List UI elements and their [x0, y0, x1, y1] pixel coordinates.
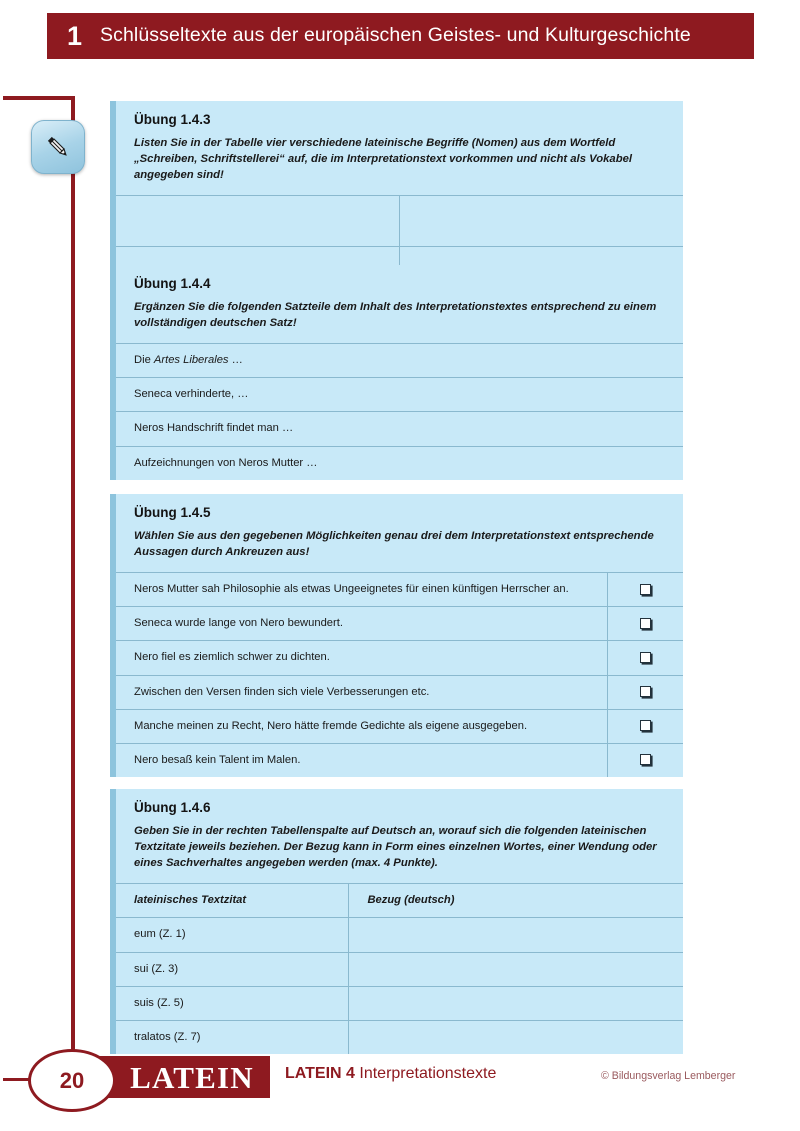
margin-rail-top: [3, 96, 75, 100]
table-row: [116, 378, 683, 412]
footer-series-light: Interpretationstexte: [354, 1065, 497, 1082]
table-row: [116, 918, 683, 952]
statement-cell: Seneca wurde lange von Nero bewundert.: [116, 607, 608, 641]
exercise-block-4: [110, 789, 683, 1054]
exercise-instruction: Wählen Sie aus den gegebenen Möglichkeiten genau drei dem Interpretationstext entsprechende Aussagen durch Ankreuzen aus!: [134, 530, 654, 559]
footer-copyright: © Bildungsverlag Lemberger: [601, 1070, 736, 1082]
exercise-block-3: [110, 494, 683, 777]
exercise-title: Übung 1.4.3: [134, 112, 211, 127]
sentence-italic: Artes Liberales: [153, 354, 229, 367]
table-header-row: [116, 884, 683, 918]
quote-cell: tralatos (Z. 7): [116, 1020, 349, 1054]
table-row: [116, 344, 683, 378]
checkbox-icon[interactable]: [640, 584, 651, 595]
chapter-number: 1: [67, 20, 83, 51]
table-row: [116, 709, 683, 743]
checkbox-icon[interactable]: [640, 686, 651, 697]
table-row: [116, 675, 683, 709]
chapter-header: [47, 13, 754, 59]
table-row: [116, 986, 683, 1020]
exercise-title: Übung 1.4.5: [134, 505, 211, 520]
sentence-starter-cell[interactable]: [116, 344, 683, 378]
checkbox-icon[interactable]: [640, 720, 651, 731]
table-row: [116, 1020, 683, 1054]
table-row: [116, 743, 683, 777]
statement-cell: Nero fiel es ziemlich schwer zu dichten.: [116, 641, 608, 675]
chapter-title: Schlüsseltexte aus der europäischen Geistes- und Kulturgeschichte: [100, 24, 691, 47]
checkbox-cell[interactable]: [608, 607, 683, 641]
column-header-quote: lateinisches Textzitat: [116, 884, 349, 918]
table-row: [116, 412, 683, 446]
answer-cell[interactable]: [116, 196, 400, 247]
statement-cell: Neros Mutter sah Philosophie als etwas Ungeeignetes für einen künftigen Herrscher an.: [116, 573, 608, 607]
statement-cell: Manche meinen zu Recht, Nero hätte fremde Gedichte als eigene ausgegeben.: [116, 709, 608, 743]
exercise-title: Übung 1.4.4: [134, 276, 211, 291]
latein-logo: LATEIN: [130, 1059, 254, 1095]
exercise-header: [116, 494, 683, 572]
answer-cell[interactable]: [349, 952, 683, 986]
checkbox-icon[interactable]: [640, 754, 651, 765]
page-number-badge: [28, 1049, 116, 1112]
answer-cell[interactable]: [349, 986, 683, 1020]
footer-series-strong: LATEIN 4: [285, 1065, 355, 1082]
footer-series-label: [285, 1066, 496, 1082]
answer-cell[interactable]: [349, 918, 683, 952]
checkbox-icon[interactable]: [640, 618, 651, 629]
exercise-title: Übung 1.4.6: [134, 800, 211, 815]
statement-cell: Nero besaß kein Talent im Malen.: [116, 743, 608, 777]
table-row: [116, 573, 683, 607]
quote-cell: eum (Z. 1): [116, 918, 349, 952]
checkbox-cell[interactable]: [608, 641, 683, 675]
sentence-prefix: Die: [134, 354, 154, 367]
margin-rail-vertical: [71, 96, 75, 1072]
table-row: [116, 446, 683, 480]
table-row: [116, 641, 683, 675]
exercise-instruction: Geben Sie in der rechten Tabellenspalte auf Deutsch an, worauf sich die folgenden lateinischen Textzitate jeweils beziehen. Der Bezug kann in Form eines einzelnen Wortes, einer Wendung oder eines Sachverhaltes angegeben werden (max. 4 Punkte).: [134, 825, 657, 870]
quote-cell: suis (Z. 5): [116, 986, 349, 1020]
exercise-instruction: Listen Sie in der Tabelle vier verschiedene lateinische Begriffe (Nomen) aus dem Wortfeld „Schreiben, Schriftstellerei“ auf, die im Interpretationstext vorkommen und nicht als Vokabel angegeben sind!: [134, 137, 633, 182]
multiple-choice-table: [116, 572, 683, 777]
checkbox-cell[interactable]: [608, 675, 683, 709]
sentence-starter-cell[interactable]: Aufzeichnungen von Neros Mutter …: [116, 446, 683, 480]
sentence-suffix: …: [228, 354, 243, 367]
statement-cell: Zwischen den Versen finden sich viele Verbesserungen etc.: [116, 675, 608, 709]
citation-table: [116, 883, 683, 1054]
checkbox-cell[interactable]: [608, 743, 683, 777]
checkbox-cell[interactable]: [608, 573, 683, 607]
exercise-block-2: [110, 265, 683, 480]
checkbox-cell[interactable]: [608, 709, 683, 743]
exercise-header: [116, 101, 683, 195]
answer-cell[interactable]: [349, 1020, 683, 1054]
table-row: [116, 607, 683, 641]
sentence-starter-cell[interactable]: Seneca verhinderte, …: [116, 378, 683, 412]
quote-cell: sui (Z. 3): [116, 952, 349, 986]
table-row: [116, 196, 683, 247]
exercise-header: [116, 789, 683, 883]
table-row: [116, 952, 683, 986]
exercise-header: [116, 265, 683, 343]
sentence-starter-cell[interactable]: Neros Handschrift findet man …: [116, 412, 683, 446]
checkbox-icon[interactable]: [640, 652, 651, 663]
page-number: 20: [59, 1067, 85, 1093]
exercise-instruction: Ergänzen Sie die folgenden Satzteile dem Inhalt des Interpretationstextes entsprechend zu einem vollständigen deutschen Satz!: [134, 301, 657, 330]
column-header-reference: Bezug (deutsch): [349, 884, 683, 918]
answer-cell[interactable]: [400, 196, 684, 247]
pencil-icon: [31, 120, 85, 174]
answer-table: [116, 343, 683, 479]
